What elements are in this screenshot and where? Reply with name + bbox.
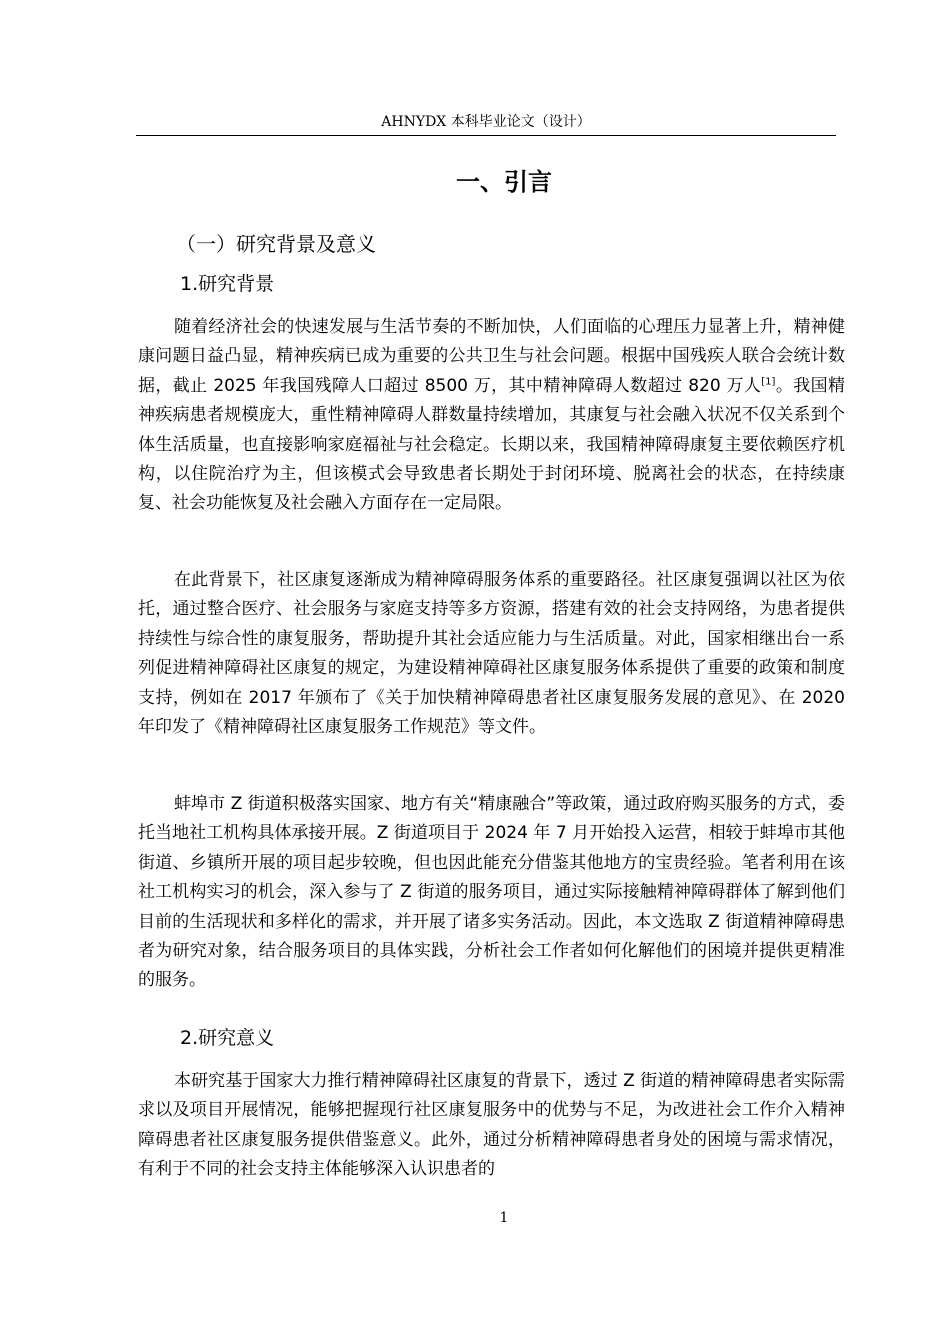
- paragraph-text: 。我国精神疾病患者规模庞大，重性精神障碍人群数量持续增加，其康复与社会融入状况不仅关系到个体生活质量，也直接影响家庭福祉与社会稳定。长期以来，我国精神障碍康复主要依赖医疗机构，以住院治疗为主，但该模式会导致患者长期处于封闭环境、脱离社会的状态，在持续康复、社会功能恢复及社会融入方面存在一定局限。: [138, 375, 845, 514]
- paragraph-background-1: [138, 313, 845, 519]
- header-rule: [136, 135, 836, 136]
- citation-marker[interactable]: [1]: [761, 376, 776, 388]
- page-number: 1: [499, 1210, 509, 1226]
- running-header: AHNYDX 本科毕业论文（设计）: [381, 114, 591, 130]
- subsection-title-significance: 2.研究意义: [180, 1027, 275, 1049]
- paragraph-significance-1: 本研究基于国家大力推行精神障碍社区康复的背景下，透过 Z 街道的精神障碍患者实际需求以及项目开展情况，能够把握现行社区康复服务中的优势与不足，为改进社会工作介入精神障碍患者社区康复服务提供借鉴意义。此外，通过分析精神障碍患者身处的困境与需求情况，有利于不同的社会支持主体能够深入认识患者的: [138, 1071, 845, 1180]
- chapter-title: 一、引言: [456, 168, 552, 196]
- subsection-title-background: 1.研究背景: [180, 273, 275, 295]
- section-title: （一）研究背景及意义: [176, 232, 376, 256]
- paragraph-background-2: 在此背景下，社区康复逐渐成为精神障碍服务体系的重要路径。社区康复强调以社区为依托，通过整合医疗、社会服务与家庭支持等多方资源，搭建有效的社会支持网络，为患者提供持续性与综合性的康复服务，帮助提升其社会适应能力与生活质量。对此，国家相继出台一系列促进精神障碍社区康复的规定，为建设精神障碍社区康复服务体系提供了重要的政策和制度支持，例如在 2017 年颁布了《关于加快精神障碍患者社区康复服务发展的意见》、在 2020 年印发了《精神障碍社区康复服务工作规范》等文件。: [138, 570, 845, 738]
- paragraph-background-3: 蚌埠市 Z 街道积极落实国家、地方有关“精康融合”等政策，通过政府购买服务的方式，委托当地社工机构具体承接开展。Z 街道项目于 2024 年 7 月开始投入运营，相较于蚌埠市其他街道、乡镇所开展的项目起步较晚，但也因此能充分借鉴其他地方的宝贵经验。笔者利用在该社工机构实习的机会，深入参与了 Z 街道的服务项目，通过实际接触精神障碍群体了解到他们目前的生活现状和多样化的需求，并开展了诸多实务活动。因此，本文选取 Z 街道精神障碍患者为研究对象，结合服务项目的具体实践，分析社会工作者如何化解他们的困境并提供更精准的服务。: [138, 794, 845, 991]
- paragraph-text: 随着经济社会的快速发展与生活节奏的不断加快，人们面临的心理压力显著上升，精神健康问题日益凸显，精神疾病已成为重要的公共卫生与社会问题。根据中国残疾人联合会统计数据，截止 2025 年我国残障人口超过 8500 万，其中精神障碍人数超过 820 万人: [138, 317, 845, 396]
